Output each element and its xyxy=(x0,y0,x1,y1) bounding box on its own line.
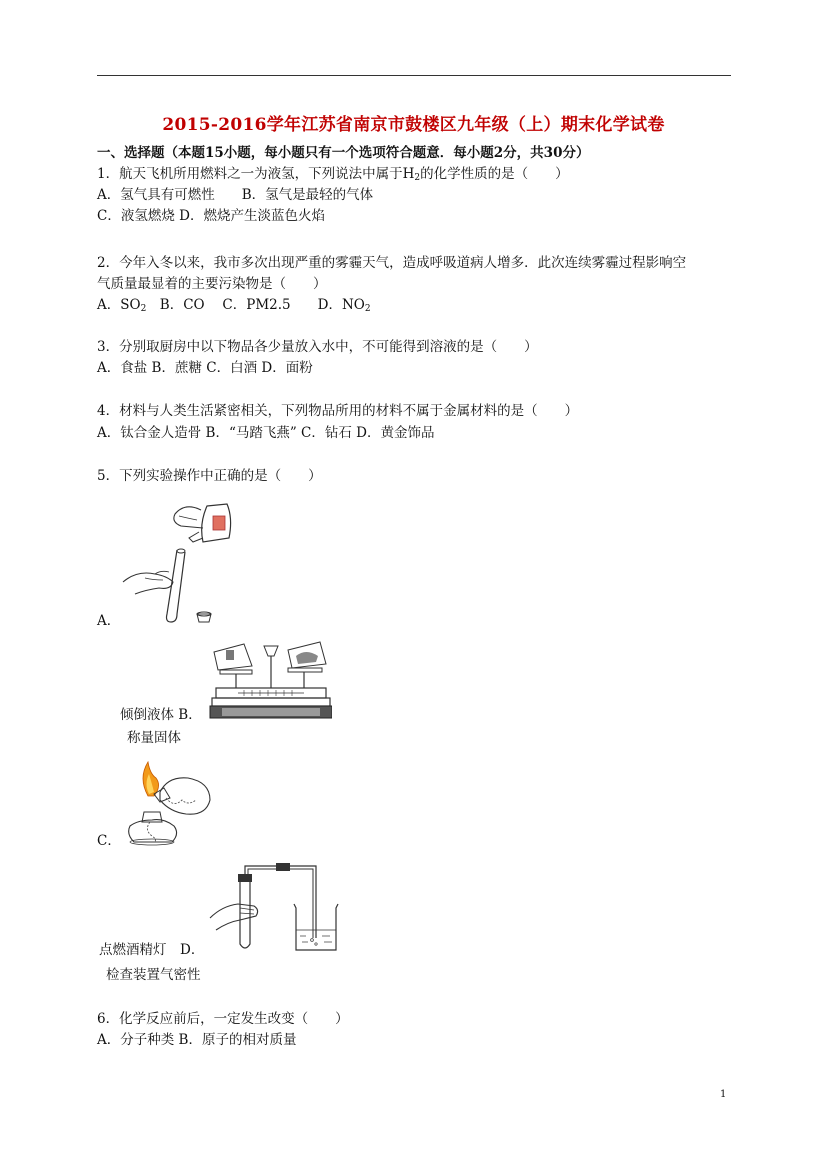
q1-options-ab: A．氢气具有可燃性 B．氢气是最轻的气体 xyxy=(97,187,374,203)
q2-stem-line2: 气质量最显着的主要污染物是（ ） xyxy=(97,276,327,292)
q5-option-c-label: C． xyxy=(97,833,121,849)
q5-caption-a: 倾倒液体 B． xyxy=(120,707,202,723)
q2-stem-line1: 2．今年入冬以来，我市多次出现严重的雾霾天气，造成呼吸道病人增多．此次连续雾霾过程影响空 xyxy=(97,255,687,271)
pouring-liquid-illustration xyxy=(115,498,235,630)
section-heading: 一、选择题（本题15小题，每小题只有一个选项符合题意．每小题2分，共30分） xyxy=(97,145,590,161)
q5-caption-d: 检查装置气密性 xyxy=(106,967,201,983)
q1-stem: 1．航天飞机所用燃料之一为液氢，下列说法中属于$H_2$的化学性质的是（ ） xyxy=(97,166,569,183)
exam-title: 2015-2016学年江苏省南京市鼓楼区九年级（上）期末化学试卷 xyxy=(162,115,665,135)
q3-stem: 3．分别取厨房中以下物品各少量放入水中，不可能得到溶液的是（ ） xyxy=(97,339,538,355)
q2-options: A．$SO_2$ B．CO C．PM2.5 D．$NO_2$ xyxy=(97,297,371,314)
q5-caption-b: 称量固体 xyxy=(127,730,181,746)
q4-options: A．钛合金人造骨 B．“马踏飞燕” C．钻石 D．黄金饰品 xyxy=(97,425,435,441)
airtightness-check-illustration xyxy=(208,860,344,956)
q3-options: A．食盐 B．蔗糖 C．白酒 D．面粉 xyxy=(97,360,313,376)
q5-option-a-label: A． xyxy=(97,613,121,629)
q1-options-cd: C．液氢燃烧 D．燃烧产生淡蓝色火焰 xyxy=(97,208,325,224)
header-rule xyxy=(97,75,731,76)
q6-options: A．分子种类 B．原子的相对质量 xyxy=(97,1032,297,1048)
q4-stem: 4．材料与人类生活紧密相关，下列物品所用的材料不属于金属材料的是（ ） xyxy=(97,403,579,419)
alcohol-lamp-illustration xyxy=(114,756,214,848)
q5-caption-c: 点燃酒精灯 D． xyxy=(99,942,205,958)
balance-scale-illustration xyxy=(208,636,332,724)
q6-stem: 6．化学反应前后，一定发生改变（ ） xyxy=(97,1011,349,1027)
page-number: 1 xyxy=(720,1089,727,1100)
q5-stem: 5．下列实验操作中正确的是（ ） xyxy=(97,468,322,484)
